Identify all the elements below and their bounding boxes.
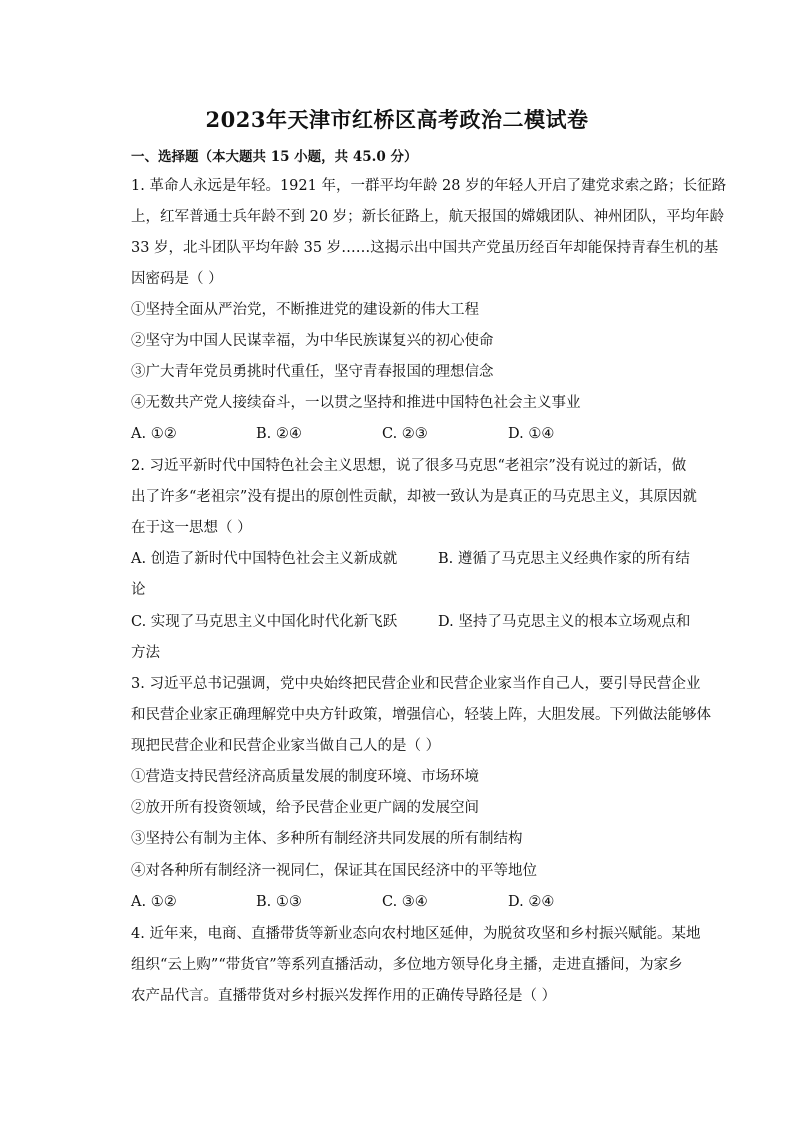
question-2-line-3: 在于这一思想（ ） [131,520,252,536]
question-3-item-1: ①营造支持民营经济高质量发展的制度环境、市场环境 [131,769,479,785]
question-1-option-a[interactable]: A. ①② [131,426,177,442]
question-1-item-1: ①坚持全面从严治党，不断推进党的建设新的伟大工程 [131,302,479,318]
question-1-line-4: 因密码是（ ） [131,271,223,287]
question-3-line-2: 和民营企业家正确理解党中央方针政策，增强信心，轻装上阵，大胆发展。下列做法能够体 [131,707,711,723]
question-3-option-c[interactable]: C. ③④ [382,894,428,910]
question-3-item-3: ③坚持公有制为主体、多种所有制经济共同发展的所有制结构 [131,831,523,847]
question-3-item-4: ④对各种所有制经济一视同仁，保证其在国民经济中的平等地位 [131,863,537,879]
question-2-line-2: 出了许多“老祖宗”没有提出的原创性贡献，却被一致认为是真正的马克思主义，其原因就 [131,489,697,505]
question-1-line-2: 上，红军普通士兵年龄不到 20 岁；新长征路上，航天报国的嫦娥团队、神州团队，平均年龄 [131,209,725,225]
question-3-line-3: 现把民营企业和民营企业家当做自己人的是（ ） [131,738,441,754]
question-1-item-2: ②坚守为中国人民谋幸福，为中华民族谋复兴的初心使命 [131,333,494,349]
question-1-option-c[interactable]: C. ②③ [382,426,428,442]
question-3-option-a[interactable]: A. ①② [131,894,177,910]
question-3-item-2: ②放开所有投资领域，给予民营企业更广阔的发展空间 [131,800,479,816]
question-1-item-3: ③广大青年党员勇挑时代重任，坚守青春报国的理想信念 [131,364,494,380]
question-3-line-1: 3. 习近平总书记强调，党中央始终把民营企业和民营企业家当作自己人，要引导民营企业 [131,676,701,692]
question-1-item-4: ④无数共产党人接续奋斗，一以贯之坚持和推进中国特色社会主义事业 [131,395,581,411]
question-2-option-c[interactable]: C. 实现了马克思主义中国化时代化新飞跃 [131,614,398,630]
question-2-line-1: 2. 习近平新时代中国特色社会主义思想，说了很多马克思“老祖宗”没有说过的新话，做 [131,458,687,474]
question-2-option-d[interactable]: D. 坚持了马克思主义的根本立场观点和 [438,614,691,630]
question-2-option-a[interactable]: A. 创造了新时代中国特色社会主义新成就 [131,551,398,567]
question-3-option-d[interactable]: D. ②④ [508,894,555,910]
question-4-line-2: 组织“云上购”“带货官”等系列直播活动，多位地方领导化身主播，走进直播间，为家乡 [131,957,683,973]
question-1-option-b[interactable]: B. ②④ [256,426,302,442]
exam-title: 2023年天津市红桥区高考政治二模试卷 [205,107,589,132]
question-2-option-d-cont: 方法 [131,645,160,661]
question-1-line-1: 1. 革命人永远是年轻。1921 年，一群平均年龄 28 岁的年轻人开启了建党求索之路；长征路 [131,178,727,194]
question-4-line-1: 4. 近年来，电商、直播带货等新业态向农村地区延伸，为脱贫攻坚和乡村振兴赋能。某地 [131,926,701,942]
question-4-line-3: 农产品代言。直播带货对乡村振兴发挥作用的正确传导路径是（ ） [131,988,557,1004]
question-1-line-3: 33 岁，北斗团队平均年龄 35 岁……这揭示出中国共产党虽历经百年却能保持青春生机的基 [131,240,719,256]
question-1-option-d[interactable]: D. ①④ [508,426,555,442]
question-3-option-b[interactable]: B. ①③ [256,894,302,910]
question-2-option-b[interactable]: B. 遵循了马克思主义经典作家的所有结 [438,551,690,567]
question-2-option-b-cont: 论 [131,582,146,598]
section-header: 一、选择题（本大题共 15 小题，共 45.0 分） [131,149,418,165]
